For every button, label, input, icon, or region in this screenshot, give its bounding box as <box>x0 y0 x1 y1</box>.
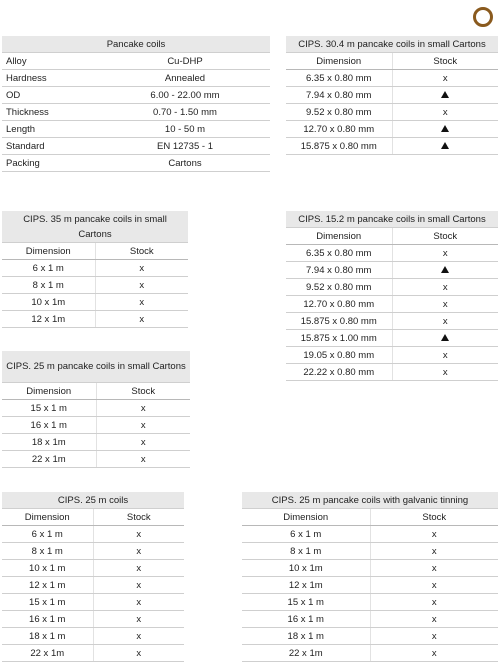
table-row <box>2 594 184 611</box>
stock-cell: x <box>370 628 498 645</box>
stock-cell: x <box>370 560 498 577</box>
stock-cell: x <box>95 311 188 328</box>
table-row <box>286 121 498 138</box>
table-row <box>2 434 190 451</box>
dimension-cell: 10 x 1m <box>242 560 370 577</box>
dimension-cell: 16 x 1 m <box>242 611 370 628</box>
dimension-cell: 9.52 x 0.80 mm <box>286 279 392 296</box>
stock-cell: x <box>93 611 184 628</box>
stock-table-25m-coils <box>2 492 184 662</box>
dimension-cell: 8 x 1 m <box>2 543 93 560</box>
dimension-cell: 12 x 1m <box>242 577 370 594</box>
spec-label: Length <box>2 121 100 138</box>
stock-cell: x <box>96 417 190 434</box>
stock-cell: x <box>93 645 184 662</box>
dimension-cell: 22.22 x 0.80 mm <box>286 364 392 381</box>
dimension-cell: 15 x 1 m <box>242 594 370 611</box>
spec-label: OD <box>2 87 100 104</box>
dimension-cell: 10 x 1m <box>2 294 95 311</box>
stock-table-35m <box>2 211 188 328</box>
triangle-icon <box>441 125 449 132</box>
stock-cell <box>392 121 498 138</box>
spec-label: Alloy <box>2 53 100 70</box>
table-row <box>2 560 184 577</box>
dimension-cell: 6.35 x 0.80 mm <box>286 245 392 262</box>
table-row <box>2 526 184 543</box>
table-row <box>242 526 498 543</box>
stock-cell: x <box>370 526 498 543</box>
column-header-stock: Stock <box>392 228 498 245</box>
column-header-dimension: Dimension <box>2 383 96 400</box>
stock-cell: x <box>370 594 498 611</box>
triangle-icon <box>441 142 449 149</box>
spec-value: Cartons <box>100 155 270 172</box>
stock-cell: x <box>392 245 498 262</box>
stock-cell <box>392 262 498 279</box>
table-row <box>286 279 498 296</box>
table-row <box>2 611 184 628</box>
table-row <box>286 87 498 104</box>
table-row <box>286 245 498 262</box>
table-row <box>242 577 498 594</box>
stock-cell: x <box>392 296 498 313</box>
stock-cell: x <box>95 294 188 311</box>
dimension-cell: 10 x 1 m <box>2 560 93 577</box>
stock-table-25m-galvanic <box>242 492 498 662</box>
table-row <box>286 138 498 155</box>
stock-table-15-2m <box>286 211 498 381</box>
spec-row <box>2 155 270 172</box>
table-row <box>242 628 498 645</box>
stock-cell <box>392 138 498 155</box>
table-row <box>2 277 188 294</box>
table-row <box>286 104 498 121</box>
table-header-row <box>2 243 188 260</box>
table-title: CIPS. 15.2 m pancake coils in small Cartons <box>286 211 498 228</box>
stock-cell: x <box>93 594 184 611</box>
dimension-cell: 12 x 1m <box>2 311 95 328</box>
spec-row <box>2 104 270 121</box>
table-title: CIPS. 35 m pancake coils in small Cartons <box>2 211 188 243</box>
dimension-cell: 8 x 1 m <box>242 543 370 560</box>
table-row <box>242 611 498 628</box>
table-row <box>286 364 498 381</box>
stock-cell: x <box>392 279 498 296</box>
spec-value: 10 - 50 m <box>100 121 270 138</box>
stock-cell: x <box>95 277 188 294</box>
column-header-stock: Stock <box>95 243 188 260</box>
stock-cell: x <box>93 543 184 560</box>
table-title: CIPS. 25 m coils <box>2 492 184 509</box>
stock-cell <box>392 330 498 347</box>
dimension-cell: 6 x 1 m <box>2 526 93 543</box>
dimension-cell: 6 x 1 m <box>2 260 95 277</box>
dimension-cell: 16 x 1 m <box>2 611 93 628</box>
table-row <box>286 262 498 279</box>
stock-cell: x <box>370 611 498 628</box>
dimension-cell: 6 x 1 m <box>242 526 370 543</box>
spec-row <box>2 138 270 155</box>
dimension-cell: 18 x 1m <box>2 434 96 451</box>
spec-value: 6.00 - 22.00 mm <box>100 87 270 104</box>
dimension-cell: 15 x 1 m <box>2 594 93 611</box>
stock-cell: x <box>96 400 190 417</box>
triangle-icon <box>441 334 449 341</box>
table-row <box>242 645 498 662</box>
table-title: CIPS. 25 m pancake coils with galvanic tinning <box>242 492 498 509</box>
table-row <box>242 594 498 611</box>
column-header-stock: Stock <box>392 53 498 70</box>
table-header-row <box>286 228 498 245</box>
spec-value: EN 12735 - 1 <box>100 138 270 155</box>
table-header-row <box>2 383 190 400</box>
dimension-cell: 8 x 1 m <box>2 277 95 294</box>
stock-cell: x <box>93 560 184 577</box>
column-header-dimension: Dimension <box>286 228 392 245</box>
table-row <box>286 330 498 347</box>
table-row <box>242 560 498 577</box>
spec-value: 0.70 - 1.50 mm <box>100 104 270 121</box>
stock-cell: x <box>93 577 184 594</box>
dimension-cell: 15.875 x 1.00 mm <box>286 330 392 347</box>
dimension-cell: 22 x 1m <box>2 645 93 662</box>
dimension-cell: 15 x 1 m <box>2 400 96 417</box>
table-row <box>2 577 184 594</box>
stock-cell: x <box>95 260 188 277</box>
brand-ring-logo <box>473 7 493 27</box>
table-row <box>2 260 188 277</box>
column-header-stock: Stock <box>96 383 190 400</box>
spec-table <box>2 36 270 172</box>
stock-cell <box>392 87 498 104</box>
table-title: CIPS. 30.4 m pancake coils in small Cartons <box>286 36 498 53</box>
table-row <box>2 400 190 417</box>
dimension-cell: 22 x 1m <box>242 645 370 662</box>
spec-label: Hardness <box>2 70 100 87</box>
stock-table-30-4m <box>286 36 498 155</box>
stock-cell: x <box>392 347 498 364</box>
stock-cell: x <box>370 577 498 594</box>
spec-label: Packing <box>2 155 100 172</box>
stock-cell: x <box>392 364 498 381</box>
dimension-cell: 12.70 x 0.80 mm <box>286 296 392 313</box>
dimension-cell: 22 x 1m <box>2 451 96 468</box>
dimension-cell: 18 x 1 m <box>2 628 93 645</box>
spec-row <box>2 53 270 70</box>
table-title: CIPS. 25 m pancake coils in small Cartons <box>2 351 190 383</box>
stock-cell: x <box>370 645 498 662</box>
triangle-icon <box>441 266 449 273</box>
stock-cell: x <box>392 313 498 330</box>
stock-cell: x <box>392 104 498 121</box>
stock-cell: x <box>392 70 498 87</box>
table-row <box>2 645 184 662</box>
spec-row <box>2 70 270 87</box>
dimension-cell: 12.70 x 0.80 mm <box>286 121 392 138</box>
spec-label: Thickness <box>2 104 100 121</box>
dimension-cell: 9.52 x 0.80 mm <box>286 104 392 121</box>
spec-row <box>2 87 270 104</box>
table-row <box>242 543 498 560</box>
table-row <box>286 296 498 313</box>
column-header-stock: Stock <box>93 509 184 526</box>
stock-table-25m-small-cartons <box>2 351 190 468</box>
spec-value: Cu-DHP <box>100 53 270 70</box>
column-header-dimension: Dimension <box>286 53 392 70</box>
spec-value: Annealed <box>100 70 270 87</box>
stock-cell: x <box>370 543 498 560</box>
table-row <box>2 543 184 560</box>
dimension-cell: 15.875 x 0.80 mm <box>286 313 392 330</box>
dimension-cell: 12 x 1 m <box>2 577 93 594</box>
triangle-icon <box>441 91 449 98</box>
table-header-row <box>2 509 184 526</box>
dimension-cell: 18 x 1 m <box>242 628 370 645</box>
table-row <box>2 294 188 311</box>
column-header-dimension: Dimension <box>242 509 370 526</box>
dimension-cell: 7.94 x 0.80 mm <box>286 262 392 279</box>
column-header-dimension: Dimension <box>2 243 95 260</box>
spec-row <box>2 121 270 138</box>
dimension-cell: 15.875 x 0.80 mm <box>286 138 392 155</box>
spec-label: Standard <box>2 138 100 155</box>
table-header-row <box>286 53 498 70</box>
column-header-dimension: Dimension <box>2 509 93 526</box>
table-row <box>286 347 498 364</box>
table-row <box>2 311 188 328</box>
table-row <box>286 70 498 87</box>
table-row <box>2 451 190 468</box>
dimension-cell: 6.35 x 0.80 mm <box>286 70 392 87</box>
dimension-cell: 7.94 x 0.80 mm <box>286 87 392 104</box>
dimension-cell: 19.05 x 0.80 mm <box>286 347 392 364</box>
spec-table-title: Pancake coils <box>2 36 270 53</box>
stock-cell: x <box>96 451 190 468</box>
dimension-cell: 16 x 1 m <box>2 417 96 434</box>
stock-cell: x <box>93 526 184 543</box>
stock-cell: x <box>96 434 190 451</box>
table-row <box>2 417 190 434</box>
table-header-row <box>242 509 498 526</box>
stock-cell: x <box>93 628 184 645</box>
column-header-stock: Stock <box>370 509 498 526</box>
table-row <box>2 628 184 645</box>
table-row <box>286 313 498 330</box>
